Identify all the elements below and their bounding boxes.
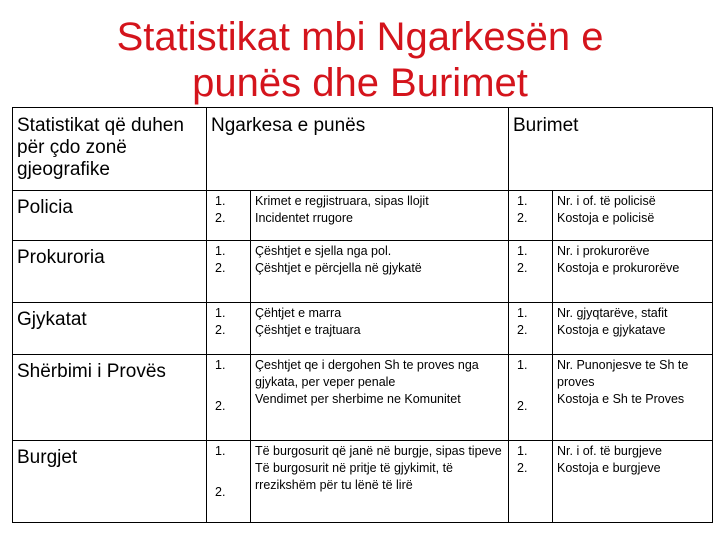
resource-item: Nr. Punonjesve te Sh te proves: [557, 358, 689, 389]
row-name: Gjykatat: [13, 303, 207, 355]
workload-numbers: [207, 191, 251, 241]
resource-item: Kostoja e Sh te Proves: [557, 392, 685, 406]
item-number: 1.: [215, 444, 226, 458]
resource-items: [553, 241, 713, 303]
item-number: 2.: [215, 485, 226, 499]
workload-item: Çështjet e përcjella në gjykatë: [255, 261, 422, 275]
table-row-courts: [13, 303, 713, 355]
statistics-table: [12, 107, 713, 523]
table-row-police: [13, 191, 713, 241]
resource-item: Nr. i prokurorëve: [557, 244, 650, 258]
resource-items: [553, 355, 713, 441]
resource-numbers: [509, 303, 553, 355]
workload-item: Vendimet per sherbime ne Komunitet: [255, 392, 461, 406]
resource-item: Kostoja e gjykatave: [557, 323, 666, 337]
page-title-line-1: Statistikat mbi Ngarkesën e: [116, 15, 604, 59]
row-name: Policia: [13, 191, 207, 241]
item-number: 1.: [517, 194, 528, 208]
page-title-line-2: punës dhe Burimet: [192, 61, 528, 105]
workload-item: Çështjet e sjella nga pol.: [255, 244, 392, 258]
resource-items: [553, 191, 713, 241]
workload-item: Incidentet rrugore: [255, 211, 353, 225]
resource-numbers: [509, 241, 553, 303]
table-row-prosecution: [13, 241, 713, 303]
row-name: Burgjet: [13, 441, 207, 523]
page-title: [0, 14, 720, 106]
item-number: 2.: [215, 323, 226, 337]
workload-numbers: [207, 241, 251, 303]
workload-item: Të burgosurit në pritje të gjykimit, të rrezikshëm për tu lënë të lirë: [255, 461, 453, 492]
header-resources: Burimet: [509, 108, 713, 191]
row-name: Prokuroria: [13, 241, 207, 303]
item-number: 1.: [517, 306, 528, 320]
workload-numbers: [207, 303, 251, 355]
workload-item: Çëhtjet e marra: [255, 306, 342, 320]
item-number: 2.: [517, 261, 528, 275]
header-statistics: Statistikat që duhen për çdo zonë gjeografike: [13, 108, 207, 191]
item-number: 2.: [215, 399, 226, 413]
workload-numbers: [207, 355, 251, 441]
item-number: 1.: [215, 244, 226, 258]
workload-item: Krimet e regjistruara, sipas llojit: [255, 194, 429, 208]
resource-item: Kostoja e policisë: [557, 211, 655, 225]
resource-items: [553, 303, 713, 355]
workload-items: [251, 241, 509, 303]
item-number: 1.: [215, 306, 226, 320]
resource-numbers: [509, 441, 553, 523]
item-number: 1.: [517, 244, 528, 258]
resource-items: [553, 441, 713, 523]
item-number: 1.: [215, 358, 226, 372]
resource-item: Kostoja e prokurorëve: [557, 261, 680, 275]
workload-items: [251, 303, 509, 355]
item-number: 2.: [517, 461, 528, 475]
resource-numbers: [509, 355, 553, 441]
table-row-prisons: [13, 441, 713, 523]
workload-item: Të burgosurit që janë në burgje, sipas tipeve: [255, 444, 502, 458]
table-row-probation: [13, 355, 713, 441]
item-number: 1.: [517, 444, 528, 458]
resource-item: Kostoja e burgjeve: [557, 461, 661, 475]
item-number: 1.: [215, 194, 226, 208]
item-number: 2.: [517, 211, 528, 225]
workload-items: [251, 191, 509, 241]
workload-items: [251, 355, 509, 441]
item-number: 2.: [517, 399, 528, 413]
header-workload: Ngarkesa e punës: [207, 108, 509, 191]
workload-items: [251, 441, 509, 523]
resource-item: Nr. i of. të burgjeve: [557, 444, 662, 458]
item-number: 2.: [215, 211, 226, 225]
resource-item: Nr. i of. të policisë: [557, 194, 656, 208]
row-name: Shërbimi i Provës: [13, 355, 207, 441]
item-number: 2.: [517, 323, 528, 337]
resource-item: Nr. gjyqtarëve, stafit: [557, 306, 668, 320]
workload-item: Çështjet e trajtuara: [255, 323, 361, 337]
item-number: 2.: [215, 261, 226, 275]
table-header-row: [13, 108, 713, 191]
item-number: 1.: [517, 358, 528, 372]
workload-numbers: [207, 441, 251, 523]
workload-item: Çeshtjet qe i dergohen Sh te proves nga gjykata, per veper penale: [255, 358, 479, 389]
resource-numbers: [509, 191, 553, 241]
